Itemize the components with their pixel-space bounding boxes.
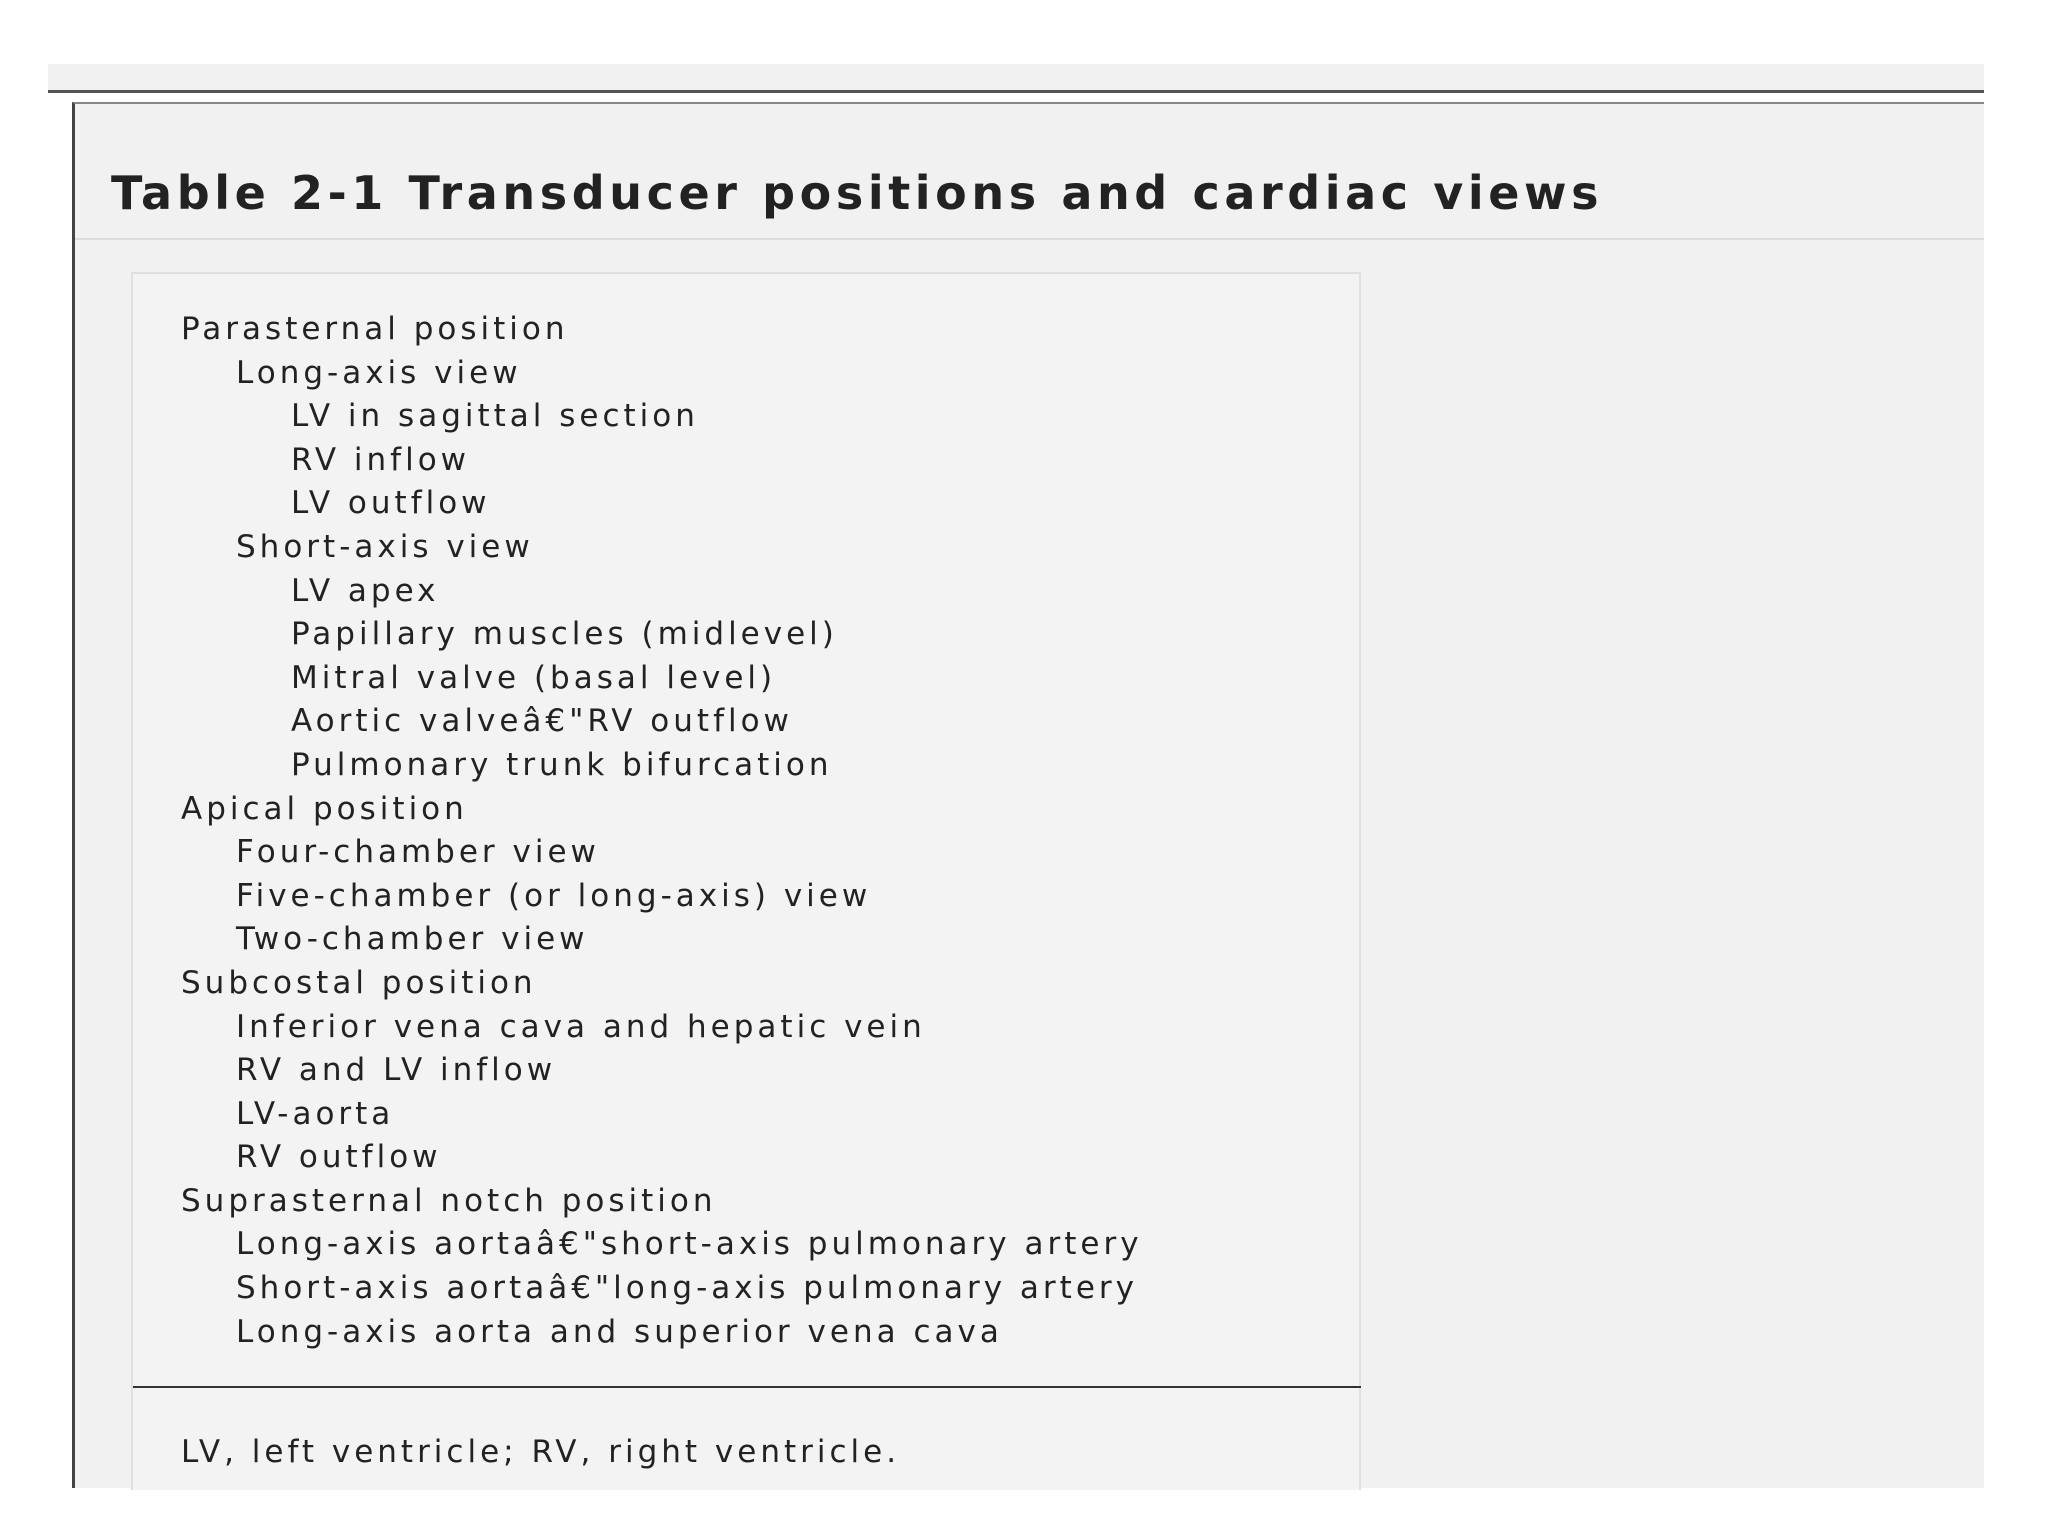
subview-item: Pulmonary trunk bifurcation: [291, 746, 833, 783]
table-panel: [72, 102, 1984, 1488]
subview-item: Aortic valveâ€"RV outflow: [291, 703, 793, 740]
view-item: Five-chamber (or long-axis) view: [236, 877, 872, 914]
view-item: Long-axis aortaâ€"short-axis pulmonary artery: [236, 1226, 1143, 1263]
view-item: Four-chamber view: [236, 834, 600, 871]
entry-list: [133, 308, 1359, 1354]
table-body: [131, 272, 1361, 1490]
subview-item: Mitral valve (basal level): [291, 659, 777, 696]
view-item: Short-axis aortaâ€"long-axis pulmonary artery: [236, 1270, 1138, 1307]
view-item: LV-aorta: [236, 1095, 395, 1132]
view-item: Long-axis view: [236, 354, 522, 391]
position-heading: Subcostal position: [181, 964, 537, 1001]
position-heading: Parasternal position: [181, 311, 569, 347]
subview-item: LV apex: [291, 572, 440, 609]
table-footnote: LV, left ventricle; RV, right ventricle.: [181, 1434, 901, 1470]
table-header: [75, 104, 1984, 240]
subview-item: LV outflow: [291, 485, 491, 522]
view-item: RV and LV inflow: [236, 1052, 557, 1089]
position-heading: Apical position: [181, 790, 468, 827]
view-item: RV outflow: [236, 1139, 442, 1176]
view-item: Inferior vena cava and hepatic vein: [236, 1008, 926, 1045]
subview-item: LV in sagittal section: [291, 398, 699, 435]
footnote-divider: [133, 1386, 1361, 1388]
view-item: Long-axis aorta and superior vena cava: [236, 1313, 1003, 1350]
view-item: Two-chamber view: [236, 921, 589, 958]
table-title: Table 2-1 Transducer positions and cardiac views: [111, 166, 1604, 220]
subview-item: Papillary muscles (midlevel): [291, 616, 838, 653]
top-border-band: [48, 64, 1984, 93]
subview-item: RV inflow: [291, 441, 471, 478]
position-heading: Suprasternal notch position: [181, 1182, 717, 1219]
view-item: Short-axis view: [236, 528, 534, 565]
